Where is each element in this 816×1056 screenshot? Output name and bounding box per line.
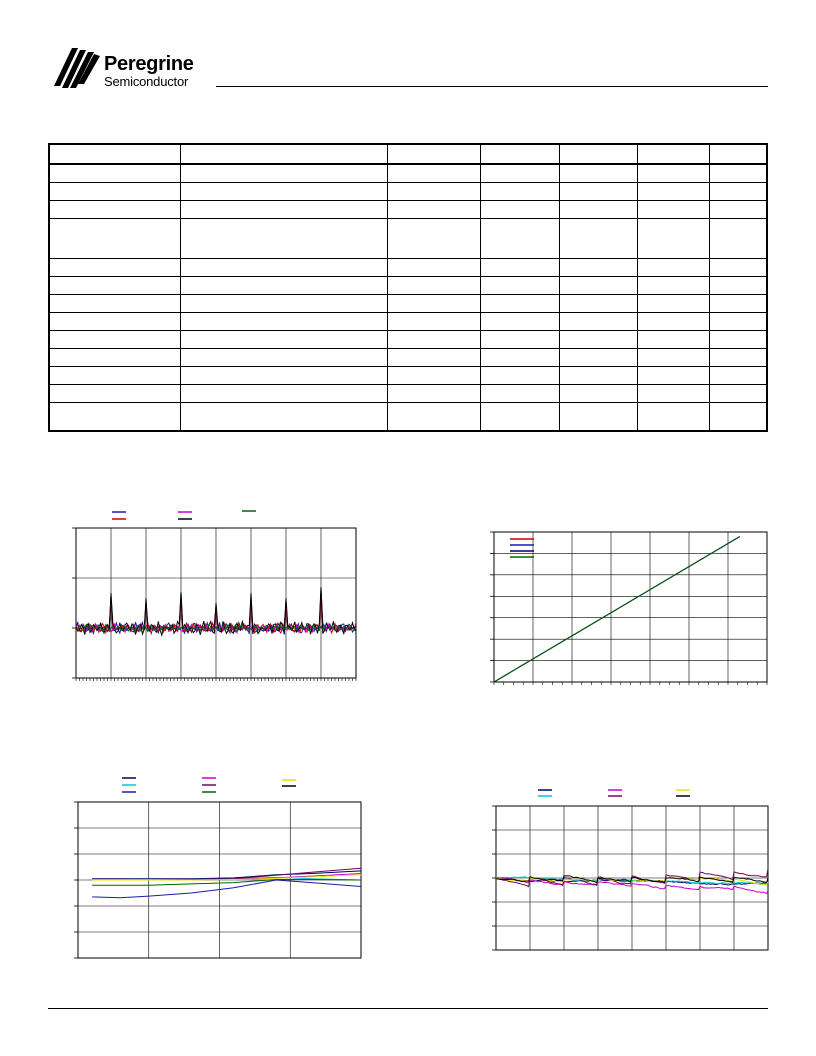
table-row (49, 276, 767, 294)
table-row (49, 385, 767, 403)
header-divider (216, 86, 768, 87)
table-row (49, 403, 767, 431)
brand-subtitle: Semiconductor (104, 74, 189, 89)
chart-1 (60, 500, 370, 685)
peregrine-falcon-logo-icon (52, 46, 102, 90)
table-row (49, 331, 767, 349)
specification-table (48, 143, 768, 432)
table-row (49, 182, 767, 200)
plot-area (494, 532, 767, 682)
brand-name: Peregrine (104, 53, 194, 75)
chart-4 (488, 784, 774, 956)
table-row (49, 258, 767, 276)
table-row (49, 295, 767, 313)
table-row (49, 164, 767, 182)
table-row (49, 218, 767, 258)
table-row (49, 367, 767, 385)
chart-3 (70, 772, 370, 964)
table-row (49, 349, 767, 367)
footer-divider (48, 1008, 768, 1009)
table-header-row (49, 144, 767, 164)
table-row (49, 200, 767, 218)
table-row (49, 313, 767, 331)
chart-2 (480, 528, 770, 688)
